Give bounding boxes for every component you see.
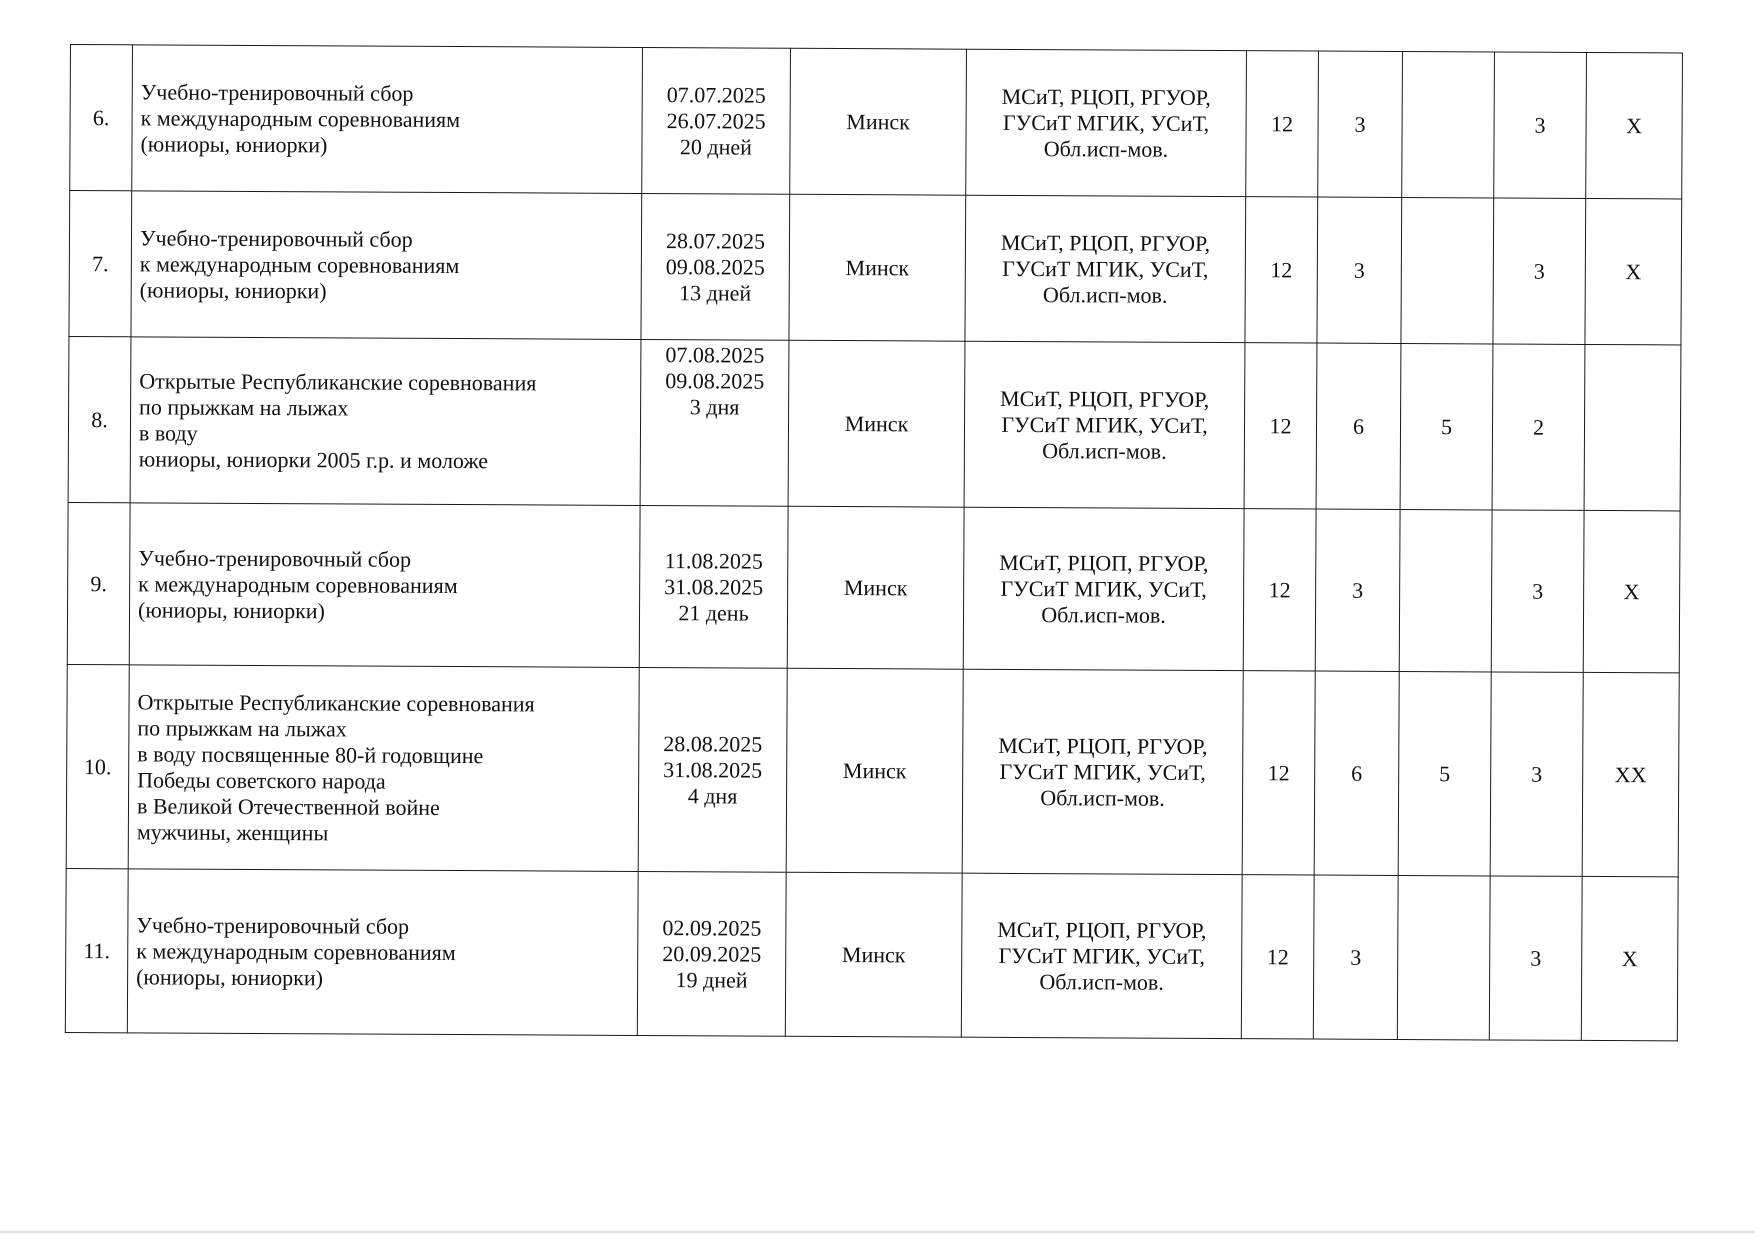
count-col-2: 6 bbox=[1316, 343, 1401, 509]
table-row bbox=[65, 868, 1678, 1040]
count-col-3 bbox=[1401, 197, 1494, 343]
count-col-2: 6 bbox=[1314, 671, 1399, 875]
count-col-3 bbox=[1397, 875, 1490, 1039]
table-row bbox=[67, 502, 1680, 672]
count-col-3: 5 bbox=[1398, 671, 1491, 875]
event-dates-line: 07.08.2025 bbox=[665, 342, 765, 368]
event-dates bbox=[642, 47, 791, 194]
table-row bbox=[69, 191, 1682, 345]
event-name-line: Учебно-тренировочный сбор bbox=[136, 911, 410, 939]
event-organizers-line: Обл.исп-мов. bbox=[1042, 281, 1168, 308]
event-name-line: (юниоры, юниорки) bbox=[137, 596, 325, 623]
table-body bbox=[65, 45, 1682, 1041]
event-place: Минск bbox=[787, 506, 964, 669]
event-dates-line: 3 дня bbox=[689, 394, 740, 420]
event-name-line: к международным соревнованиям bbox=[138, 570, 458, 598]
event-name-line: к международным соревнованиям bbox=[139, 250, 460, 278]
event-name-line: по прыжкам на лыжах bbox=[137, 714, 347, 741]
mark-col: XX bbox=[1582, 672, 1679, 876]
mark-col: X bbox=[1585, 198, 1682, 345]
count-col-1: 12 bbox=[1245, 197, 1318, 343]
event-name-line: Учебно-тренировочный сбор bbox=[140, 78, 414, 106]
count-col-4: 3 bbox=[1489, 876, 1582, 1040]
event-name-line: Открытые Республиканские соревнования bbox=[137, 688, 535, 716]
event-organizers-line: ГУСиТ МГИК, УСиТ, bbox=[1002, 109, 1210, 136]
mark-col bbox=[1584, 344, 1681, 511]
row-number: 9. bbox=[67, 502, 130, 664]
event-organizers-line: ГУСиТ МГИК, УСиТ, bbox=[1001, 411, 1208, 438]
event-place: Минск bbox=[788, 340, 965, 507]
mark-col: X bbox=[1583, 510, 1680, 673]
event-organizers-line: ГУСиТ МГИК, УСиТ, bbox=[999, 758, 1206, 785]
event-dates-line: 28.08.2025 bbox=[663, 730, 763, 757]
count-col-2: 3 bbox=[1315, 509, 1400, 671]
event-dates bbox=[638, 667, 787, 872]
event-organizers-line: МСиТ, РЦОП, РГУОР, bbox=[998, 732, 1208, 759]
event-organizers-line: ГУСиТ МГИК, УСиТ, bbox=[998, 942, 1205, 969]
event-place: Минск bbox=[785, 872, 962, 1037]
event-name-line: к международным соревнованиям bbox=[140, 104, 461, 132]
event-dates-line: 31.08.2025 bbox=[664, 573, 764, 600]
event-name bbox=[130, 337, 641, 506]
event-name-line: (юниоры, юниорки) bbox=[140, 130, 328, 157]
event-organizers-line: Обл.исп-мов. bbox=[1043, 135, 1169, 162]
event-organizers bbox=[964, 341, 1245, 508]
row-number: 10. bbox=[66, 664, 129, 868]
count-col-1: 12 bbox=[1241, 875, 1314, 1039]
event-organizers-line: МСиТ, РЦОП, РГУОР, bbox=[1000, 385, 1210, 412]
event-organizers-line: МСиТ, РЦОП, РГУОР, bbox=[999, 549, 1209, 576]
event-place: Минск bbox=[790, 48, 967, 195]
count-col-3 bbox=[1402, 51, 1495, 197]
event-organizers-line: Обл.исп-мов. bbox=[1039, 968, 1164, 995]
count-col-4: 3 bbox=[1493, 198, 1586, 344]
count-col-2: 3 bbox=[1318, 51, 1403, 197]
event-organizers-line: МСиТ, РЦОП, РГУОР, bbox=[1001, 83, 1211, 110]
count-col-4: 3 bbox=[1494, 52, 1587, 198]
table-row bbox=[70, 45, 1683, 199]
event-dates-line: 28.07.2025 bbox=[665, 227, 766, 254]
count-col-4: 3 bbox=[1491, 510, 1584, 672]
event-dates-line: 11.08.2025 bbox=[664, 547, 763, 574]
count-col-1: 12 bbox=[1246, 51, 1319, 197]
event-name-line: к международным соревнованиям bbox=[136, 937, 456, 965]
event-place: Минск bbox=[789, 194, 966, 341]
event-organizers bbox=[961, 873, 1242, 1038]
count-col-1: 12 bbox=[1242, 671, 1315, 875]
table-row bbox=[66, 664, 1679, 876]
count-col-2: 3 bbox=[1317, 197, 1402, 343]
event-dates-line: 02.09.2025 bbox=[662, 914, 762, 941]
event-name-line: (юниоры, юниорки) bbox=[136, 963, 324, 990]
event-name-line: в Великой Отечественной войне bbox=[136, 792, 440, 820]
event-organizers-line: ГУСиТ МГИК, УСиТ, bbox=[1002, 255, 1209, 282]
event-dates-line: 26.07.2025 bbox=[666, 107, 766, 134]
mark-col: X bbox=[1581, 876, 1678, 1041]
event-organizers bbox=[966, 49, 1247, 196]
event-name-line: Победы советского народа bbox=[137, 766, 386, 794]
event-dates-line: 09.08.2025 bbox=[665, 368, 765, 394]
event-dates-line: 20 дней bbox=[679, 133, 753, 160]
event-name-line: (юниоры, юниорки) bbox=[139, 276, 327, 303]
count-col-4: 2 bbox=[1492, 344, 1585, 510]
event-dates bbox=[640, 339, 789, 506]
event-dates bbox=[639, 505, 788, 668]
event-name bbox=[132, 45, 643, 194]
count-col-1: 12 bbox=[1243, 509, 1316, 671]
scan-edge-line bbox=[0, 1231, 1755, 1233]
event-organizers-line: МСиТ, РЦОП, РГУОР, bbox=[997, 916, 1207, 943]
event-organizers-line: ГУСиТ МГИК, УСиТ, bbox=[1000, 575, 1207, 602]
event-dates-line: 13 дней bbox=[679, 279, 752, 306]
event-dates bbox=[637, 871, 786, 1036]
event-dates-line: 07.07.2025 bbox=[666, 81, 766, 108]
events-schedule-table bbox=[65, 44, 1683, 1041]
event-dates-line: 19 дней bbox=[675, 966, 748, 993]
count-col-1: 12 bbox=[1244, 343, 1317, 509]
event-dates-line: 09.08.2025 bbox=[665, 253, 765, 280]
event-organizers-line: МСиТ, РЦОП, РГУОР, bbox=[1000, 229, 1211, 256]
event-place: Минск bbox=[786, 668, 963, 873]
count-col-2: 3 bbox=[1313, 875, 1398, 1039]
event-name-line: Учебно-тренировочный сбор bbox=[138, 544, 412, 572]
event-organizers-line: Обл.исп-мов. bbox=[1040, 784, 1165, 811]
event-organizers bbox=[962, 669, 1243, 874]
count-col-3 bbox=[1399, 509, 1492, 671]
count-col-4: 3 bbox=[1490, 672, 1583, 876]
event-name-line: по прыжкам на лыжах bbox=[139, 393, 349, 420]
event-dates bbox=[641, 193, 790, 340]
event-name-line: Учебно-тренировочный сбор bbox=[139, 224, 413, 252]
event-name-line: Открытые Республиканские соревнования bbox=[139, 367, 537, 395]
event-name-line: мужчины, женщины bbox=[136, 818, 329, 845]
event-dates-line: 21 день bbox=[678, 599, 749, 626]
event-organizers-line: Обл.исп-мов. bbox=[1041, 601, 1166, 628]
row-number: 7. bbox=[69, 191, 132, 337]
table-row bbox=[68, 336, 1681, 510]
event-organizers-line: Обл.исп-мов. bbox=[1042, 437, 1167, 464]
event-name bbox=[131, 191, 642, 340]
event-dates-line: 4 дня bbox=[687, 782, 738, 809]
event-name bbox=[128, 665, 639, 872]
row-number: 11. bbox=[65, 868, 128, 1032]
event-dates-line: 20.09.2025 bbox=[662, 940, 762, 967]
row-number: 8. bbox=[68, 336, 131, 502]
event-organizers bbox=[965, 195, 1246, 342]
event-name bbox=[129, 503, 640, 668]
event-name-line: в воду bbox=[138, 419, 198, 446]
event-name-line: в воду посвященные 80-й годовщине bbox=[137, 740, 484, 768]
event-organizers bbox=[963, 507, 1244, 670]
event-name bbox=[127, 869, 638, 1036]
mark-col: X bbox=[1586, 52, 1683, 199]
count-col-3: 5 bbox=[1400, 343, 1493, 509]
row-number: 6. bbox=[70, 45, 133, 191]
event-name-line: юниоры, юниорки 2005 г.р. и моложе bbox=[138, 445, 489, 473]
event-dates-line: 31.08.2025 bbox=[663, 756, 763, 783]
